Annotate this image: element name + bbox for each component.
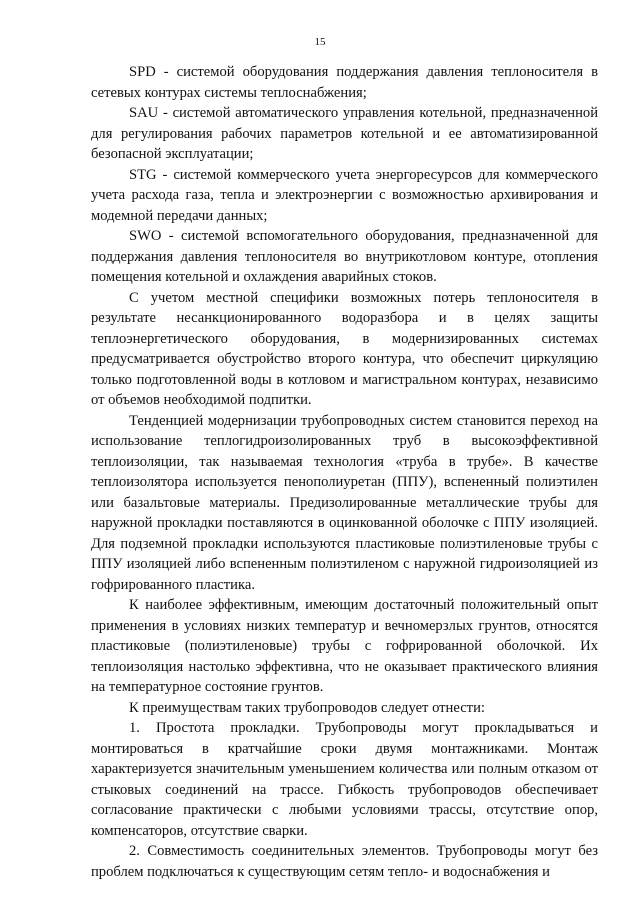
page-number: 15	[314, 36, 326, 48]
paragraph-pipe-in-pipe: Тенденцией модернизации трубопроводных систем становится переход на использование теплогидроизолированных труб в высокоэффективной теплоизоляции, так называемая технология «труба в трубе». В качестве теплоизолятора используется пенополиуретан (ППУ), вспененный полиэтилен или базальтовые материалы. Предизолированные металлические трубы для наружной прокладки поставляются в оцинкованной оболочке с ППУ изоляцией. Для подземной прокладки используются пластиковые полиэтиленовые трубы с ППУ изоляцией либо вспененным полиэтиленом с наружной гидроизоляцией из гофрированного пластика.	[91, 412, 598, 593]
paragraph-swo: SWO - системой вспомогательного оборудования, предназначенной для поддержания давления теплоносителя во внутрикотловом контуре, отопления помещения котельной и охлаждения аварийных стоков.	[91, 228, 598, 285]
page-body	[91, 62, 598, 882]
paragraph-spd: SPD - системой оборудования поддержания давления теплоносителя в сетевых контурах системы теплоснабжения;	[91, 64, 598, 101]
paragraph-second-circuit: С учетом местной специфики возможных потерь теплоносителя в результате несанкционированного водоразбора и в целях защиты теплоэнергетического оборудования, в модернизированных системах предусматривается обустройство второго контура, что обеспечит циркуляцию только подготовленной воды в котловом и магистральном контурах, независимо от объемов необходимой подпитки.	[91, 289, 598, 408]
paragraph-stg: STG - системой коммерческого учета энергоресурсов для коммерческого учета расхода газа, тепла и электроэнергии с возможностью архивирования и модемной передачи данных;	[91, 166, 598, 224]
paragraph-advantage-1: 1. Простота прокладки. Трубопроводы могут прокладываться и монтироваться в кратчайшие сроки двумя монтажниками. Монтаж характеризуется значительным уменьшением количества или полным отказом от стыковых соединений на трассе. Гибкость трубопроводов обеспечивает согласование практически с любыми условиями трассы, отсутствие опор, компенсаторов, отсутствие сварки.	[91, 720, 598, 839]
paragraph-plastic-pipes: К наиболее эффективным, имеющим достаточный положительный опыт применения в условиях низких температур и вечномерзлых грунтов, относятся пластиковые (полиэтиленовые) трубы с гофрированной оболочкой. Их теплоизоляция настолько эффективна, что не оказывает практического влияния на температурное состояние грунтов.	[91, 597, 598, 695]
paragraph-advantage-2: 2. Совместимость соединительных элементов. Трубопроводы могут без проблем подключаться к существующим сетям тепло- и водоснабжения и	[91, 843, 598, 880]
paragraph-sau: SAU - системой автоматического управления котельной, предназначенной для регулирования рабочих параметров котельной и ее автоматизированной безопасной эксплуатации;	[91, 105, 598, 162]
paragraph-advantages-intro: К преимуществам таких трубопроводов следует отнести:	[129, 699, 485, 716]
